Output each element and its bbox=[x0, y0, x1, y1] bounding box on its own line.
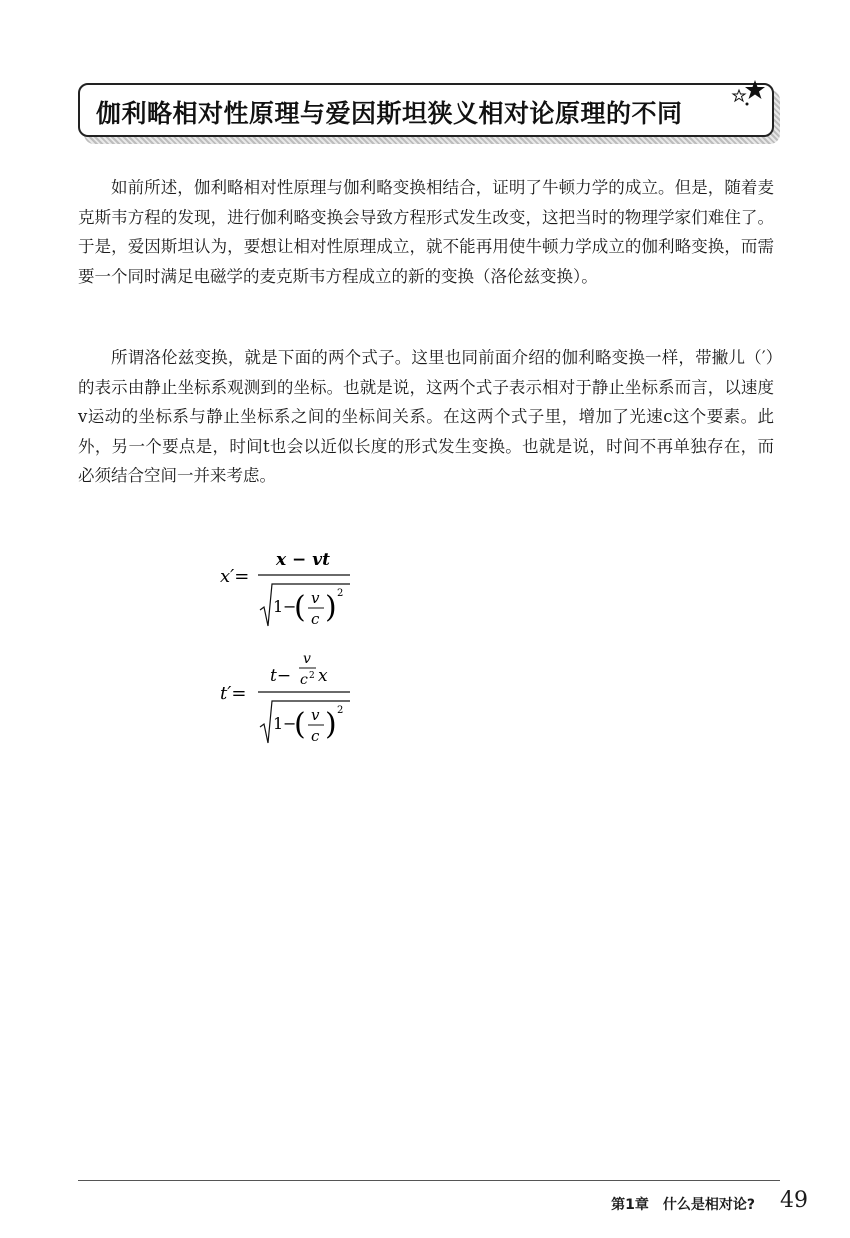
formula-1-numerator: x − vt bbox=[276, 550, 330, 570]
formula-1-rparen: ) bbox=[325, 590, 337, 625]
formula-1-lparen: ( bbox=[294, 590, 306, 625]
formula-2-exponent: 2 bbox=[337, 705, 344, 716]
formula-2-one: 1 bbox=[273, 714, 284, 733]
formula-x-prime bbox=[210, 540, 370, 635]
section-title-box bbox=[78, 83, 774, 137]
formula-1-minus: − bbox=[283, 597, 297, 616]
formula-2-c: c bbox=[300, 672, 308, 688]
stars-icon bbox=[730, 79, 768, 109]
chapter-label: 第1章 什么是相对论? bbox=[611, 1197, 755, 1213]
formula-2-c2: c bbox=[311, 727, 320, 745]
formula-2-v: v bbox=[303, 651, 311, 667]
formula-1-exponent: 2 bbox=[337, 588, 344, 599]
formula-2-t-minus: t− bbox=[270, 666, 292, 686]
footer-divider bbox=[78, 1180, 780, 1181]
formula-1-c: c bbox=[311, 610, 320, 628]
formula-1-one: 1 bbox=[273, 597, 284, 616]
formula-2-v2: v bbox=[311, 706, 320, 724]
formula-2-c-exponent: 2 bbox=[309, 671, 315, 681]
formula-2-x: x bbox=[318, 666, 328, 686]
body-paragraph-2: 所谓洛伦兹变换，就是下面的两个式子。这里也同前面介绍的伽利略变换一样，带撇儿（′）的表示由静止坐标系观测到的坐标。也就是说，这两个式子表示相对于静止坐标系而言，以速度v运动的坐标系与静止坐标系之间的坐标间关系。在这两个式子里，增加了光速c这个要素。此外，另一个要点是，时间t也会以近似长度的形式发生变换。也就是说，时间不再单独存在，而必须结合空间一并来考虑。 bbox=[78, 348, 774, 485]
section-title: 伽利略相对性原理与爱因斯坦狭义相对论原理的不同 bbox=[96, 99, 683, 128]
formula-2-minus: − bbox=[283, 714, 297, 733]
formula-2-rparen: ) bbox=[325, 707, 337, 742]
formula-1-lhs: x′= bbox=[220, 566, 250, 587]
formula-2-lhs: t′= bbox=[220, 683, 247, 704]
formula-2-lparen: ( bbox=[294, 707, 306, 742]
body-paragraph-1: 如前所述，伽利略相对性原理与伽利略变换相结合，证明了牛顿力学的成立。但是，随着麦克斯韦方程的发现，进行伽利略变换会导致方程形式发生改变，这把当时的物理学家们难住了。于是，爱因斯坦认为，要想让相对性原理成立，就不能再用使牛顿力学成立的伽利略变换，而需要一个同时满足电磁学的麦克斯韦方程成立的新的变换（洛伦兹变换）。 bbox=[78, 178, 774, 286]
formula-1-v: v bbox=[311, 589, 320, 607]
page-number: 49 bbox=[780, 1188, 808, 1213]
formula-t-prime bbox=[210, 648, 370, 753]
